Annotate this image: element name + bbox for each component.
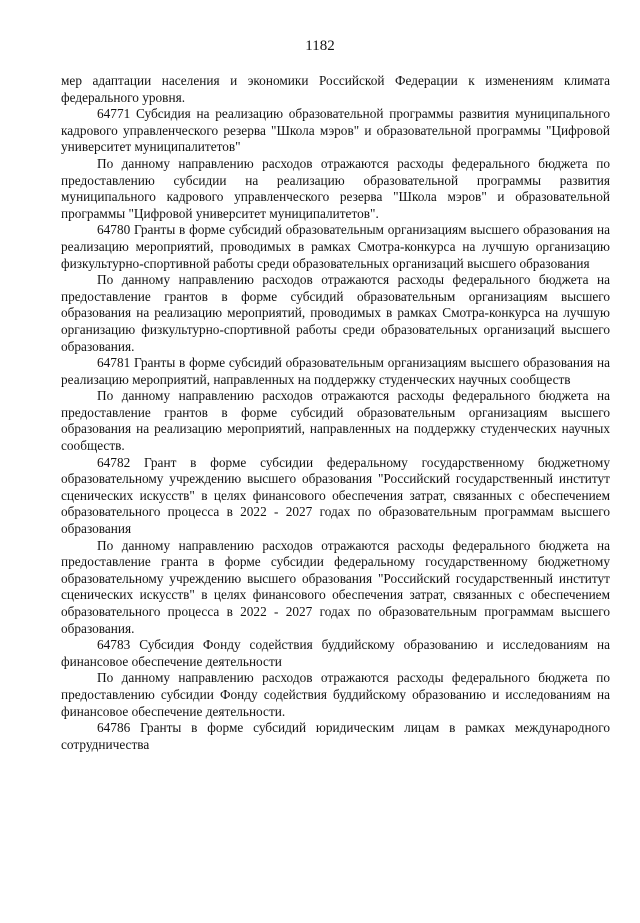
- description-64780: По данному направлению расходов отражаются расходы федерального бюджета на предоставление грантов в форме субсидий образовательным организациям высшего образования на реализацию мероприятий, проводимых в рамках Смотра-конкурса на лучшую организацию физкультурно-спортивной работы среди образовательных организаций высшего образования.: [61, 272, 610, 354]
- document-body: [61, 73, 610, 753]
- heading-64786: 64786 Гранты в форме субсидий юридическим лицам в рамках международного сотрудничества: [61, 720, 610, 752]
- description-64771: По данному направлению расходов отражаются расходы федерального бюджета по предоставлению субсидии на реализацию образовательной программы развития муниципального кадрового управленческого резерва "Школа мэров" и образовательной программы "Цифровой университет муниципалитетов".: [61, 155, 610, 221]
- heading-64783: 64783 Субсидия Фонду содействия буддийскому образованию и исследованиям на финансовое обеспечение деятельности: [61, 637, 610, 669]
- heading-64781: 64781 Гранты в форме субсидий образовательным организациям высшего образования на реализацию мероприятий, направленных на поддержку студенческих научных сообществ: [61, 355, 610, 387]
- description-64781: По данному направлению расходов отражаются расходы федерального бюджета на предоставление грантов в форме субсидий образовательным организациям высшего образования на реализацию мероприятий, направленных на поддержку студенческих научных сообществ.: [61, 388, 610, 454]
- description-64783: По данному направлению расходов отражаются расходы федерального бюджета по предоставлению субсидии Фонду содействия буддийскому образованию и исследованиям на финансовое обеспечение деятельности.: [61, 670, 610, 719]
- page-number: 1182: [305, 38, 335, 54]
- heading-64782: 64782 Грант в форме субсидии федеральному государственному бюджетному образовательному учреждению высшего образования "Российский государственный институт сценических искусств" в целях финансового обеспечения затрат, связанных с обеспечением образовательного процесса в 2022 - 2027 годах по образовательным программам высшего образования: [61, 454, 610, 537]
- paragraph-continuation: мер адаптации населения и экономики Российской Федерации к изменениям климата федерального уровня.: [61, 73, 610, 105]
- heading-64771: 64771 Субсидия на реализацию образовательной программы развития муниципального кадрового управленческого резерва "Школа мэров" и образовательной программы "Цифровой университет муниципалитетов": [61, 106, 610, 155]
- description-64782: По данному направлению расходов отражаются расходы федерального бюджета на предоставление гранта в форме субсидии федеральному государственному бюджетному образовательному учреждению высшего образования "Российский государственный институт сценических искусств" в целях финансового обеспечения затрат, связанных с обеспечением образовательного процесса в 2022 - 2027 годах по образовательным программам высшего образования.: [61, 537, 610, 636]
- heading-64780: 64780 Гранты в форме субсидий образовательным организациям высшего образования на реализацию мероприятий, проводимых в рамках Смотра-конкурса на лучшую организацию физкультурно-спортивной работы среди образовательных организаций высшего образования: [61, 222, 610, 271]
